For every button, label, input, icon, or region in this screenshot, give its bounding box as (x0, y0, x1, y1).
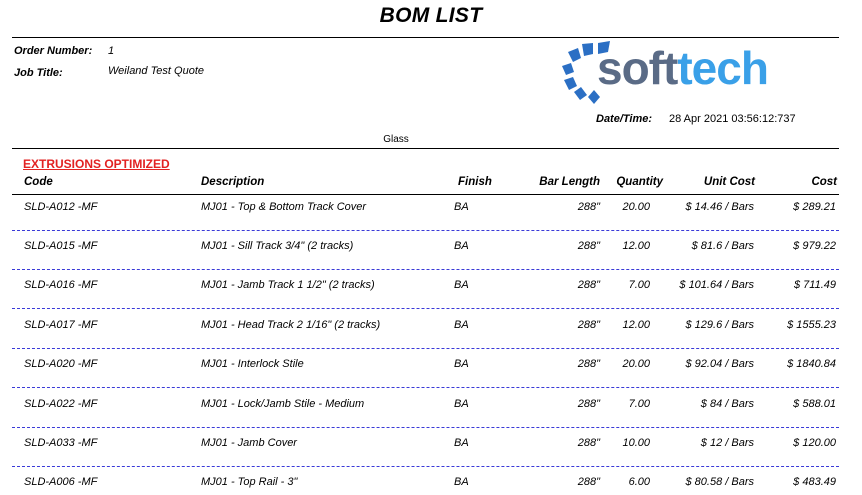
logo-wordmark (597, 41, 768, 95)
cell-bar-length: 288" (577, 240, 600, 252)
cell-quantity: 6.00 (628, 476, 650, 488)
cell-finish: BA (454, 201, 469, 213)
table-row (0, 272, 862, 311)
cell-unit-cost: $ 84 / Bars (700, 398, 754, 410)
cell-unit-cost: $ 81.6 / Bars (691, 240, 754, 252)
group-heading: Glass (383, 134, 409, 145)
cell-description: MJ01 - Sill Track 3/4" (2 tracks) (201, 240, 354, 252)
divider (12, 37, 839, 38)
table-row (0, 430, 862, 469)
cell-quantity: 7.00 (628, 279, 650, 291)
table-row (0, 312, 862, 351)
cell-quantity: 7.00 (628, 398, 650, 410)
cell-code: SLD-A022 -MF (24, 398, 98, 410)
cell-bar-length: 288" (577, 358, 600, 370)
table-row (0, 469, 862, 495)
column-header-unit-cost: Unit Cost (703, 176, 755, 188)
row-divider (12, 466, 839, 467)
order-number-label: Order Number: (14, 45, 93, 57)
cell-finish: BA (454, 279, 469, 291)
page-title: BOM LIST (379, 4, 483, 27)
cell-code: SLD-A016 -MF (24, 279, 98, 291)
cell-finish: BA (454, 319, 469, 331)
cell-bar-length: 288" (577, 201, 600, 213)
order-number-value: 1 (108, 45, 115, 57)
table-row (0, 391, 862, 430)
cell-cost: $ 483.49 (793, 476, 836, 488)
cell-description: MJ01 - Head Track 2 1/16" (2 tracks) (201, 319, 381, 331)
column-header-description: Description (201, 176, 265, 188)
table-row (0, 194, 862, 233)
section-title: EXTRUSIONS OPTIMIZED (23, 157, 170, 171)
divider (12, 148, 839, 149)
cell-finish: BA (454, 476, 469, 488)
cell-cost: $ 588.01 (793, 398, 836, 410)
datetime-value: 28 Apr 2021 03:56:12:737 (669, 113, 796, 125)
cell-finish: BA (454, 358, 469, 370)
row-divider (12, 230, 839, 231)
cell-code: SLD-A020 -MF (24, 358, 98, 370)
cell-description: MJ01 - Top & Bottom Track Cover (201, 201, 367, 213)
cell-finish: BA (454, 240, 469, 252)
cell-finish: BA (454, 437, 469, 449)
cell-unit-cost: $ 101.64 / Bars (679, 279, 754, 291)
cell-cost: $ 711.49 (793, 279, 836, 291)
cell-cost: $ 289.21 (793, 201, 836, 213)
datetime-label: Date/Time: (596, 113, 653, 125)
row-divider (12, 308, 839, 309)
cell-cost: $ 1555.23 (787, 319, 836, 331)
job-title-value: Weiland Test Quote (108, 65, 205, 77)
cell-unit-cost: $ 14.46 / Bars (685, 201, 754, 213)
cell-cost: $ 1840.84 (787, 358, 836, 370)
cell-description: MJ01 - Lock/Jamb Stile - Medium (201, 398, 365, 410)
cell-quantity: 10.00 (622, 437, 650, 449)
cell-bar-length: 288" (577, 279, 600, 291)
table-row (0, 351, 862, 390)
cell-cost: $ 120.00 (793, 437, 836, 449)
cell-cost: $ 979.22 (793, 240, 836, 252)
job-title-label: Job Title: (14, 67, 63, 79)
cell-code: SLD-A015 -MF (24, 240, 98, 252)
column-header-bar-length: Bar Length (539, 176, 600, 188)
cell-description: MJ01 - Jamb Track 1 1/2" (2 tracks) (201, 279, 375, 291)
cell-description: MJ01 - Interlock Stile (201, 358, 304, 370)
cell-quantity: 20.00 (622, 358, 650, 370)
row-divider (12, 427, 839, 428)
cell-bar-length: 288" (577, 319, 600, 331)
cell-description: MJ01 - Top Rail - 3" (201, 476, 298, 488)
cell-unit-cost: $ 129.6 / Bars (685, 319, 754, 331)
column-header-finish: Finish (458, 176, 492, 188)
cell-code: SLD-A017 -MF (24, 319, 98, 331)
cell-code: SLD-A033 -MF (24, 437, 98, 449)
cell-code: SLD-A006 -MF (24, 476, 98, 488)
cell-bar-length: 288" (577, 476, 600, 488)
column-header-quantity: Quantity (616, 176, 663, 188)
column-header-cost: Cost (811, 176, 837, 188)
cell-code: SLD-A012 -MF (24, 201, 98, 213)
row-divider (12, 387, 839, 388)
logo-tech: tech (677, 42, 768, 94)
logo-soft: soft (597, 42, 678, 94)
cell-unit-cost: $ 80.58 / Bars (685, 476, 754, 488)
softtech-logo (560, 40, 845, 106)
cell-quantity: 20.00 (622, 201, 650, 213)
cell-unit-cost: $ 92.04 / Bars (685, 358, 754, 370)
column-header-code: Code (24, 176, 53, 188)
row-divider (12, 348, 839, 349)
cell-quantity: 12.00 (622, 319, 650, 331)
cell-quantity: 12.00 (622, 240, 650, 252)
cell-finish: BA (454, 398, 469, 410)
cell-bar-length: 288" (577, 398, 600, 410)
table-row (0, 233, 862, 272)
cell-unit-cost: $ 12 / Bars (700, 437, 754, 449)
row-divider (12, 269, 839, 270)
cell-description: MJ01 - Jamb Cover (201, 437, 297, 449)
cell-bar-length: 288" (577, 437, 600, 449)
